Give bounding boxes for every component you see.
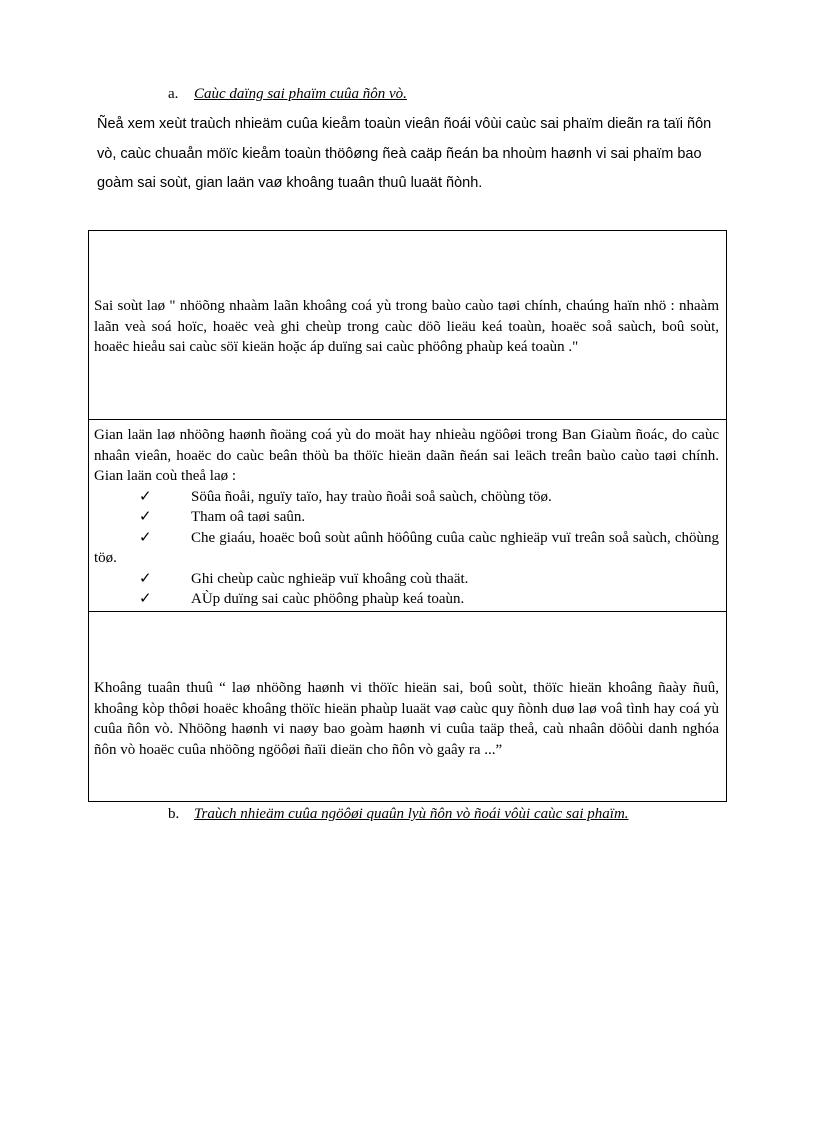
list-item [94, 507, 719, 528]
fraud-examples-list [94, 487, 719, 610]
error-definition-text: Sai soùt laø " nhöõng nhaàm laãn khoâng coá yù trong baùo caùo taøi chính, chaúng haïn nhö : nhaàm laãn veà soá hoïc, hoaëc veà ghi cheùp trong caùc döõ lieäu keá toaùn, hoaëc soå saùch, boû soùt, hoaëc hieåu sai caùc söï kieän hoặc áp duïng sai caùc phöông phaùp keá toaùn ." [94, 298, 719, 355]
section-b-title: Traùch nhieäm cuûa ngöôøi quaûn lyù ñôn vò ñoái vôùi caùc sai phaïm. [194, 806, 629, 822]
list-item-text: AÙp duïng sai caùc phöông phaùp keá toaùn. [191, 591, 465, 607]
section-a-marker: a. [168, 86, 179, 102]
error-definition-box [88, 230, 727, 420]
list-item-text: Tham oâ taøi saûn. [191, 509, 306, 525]
section-a-title: Caùc daïng sai phaïm cuûa ñôn vò. [194, 86, 407, 102]
check-icon: ✓ [139, 529, 152, 546]
section-b-marker: b. [168, 806, 180, 822]
list-item [94, 569, 719, 590]
list-item [94, 487, 719, 508]
section-a-heading [168, 85, 407, 103]
list-item-text: Söûa ñoåi, nguïy taïo, hay traùo ñoåi soå saùch, chöùng töø. [191, 488, 552, 505]
list-item-text: Che giaáu, hoaëc boû soùt aûnh höôûng cuûa caùc nghieäp vuï treân soå saùch, chöùng töø. [94, 529, 719, 566]
check-icon: ✓ [139, 591, 152, 607]
check-icon: ✓ [139, 570, 152, 587]
noncompliance-definition-box [88, 611, 727, 802]
list-item [94, 589, 719, 610]
list-item [94, 528, 719, 569]
check-icon: ✓ [139, 509, 152, 525]
intro-paragraph: Ñeå xem xeùt traùch nhieäm cuûa kieåm toaùn vieân ñoái vôùi caùc sai phaïm dieãn ra taïi ñôn vò, caùc chuaån möïc kieåm toaùn thöôøng ñeà caäp ñeán ba nhoùm haønh vi sai phaïm bao goàm sai soùt, gian laän vaø khoâng tuaân thuû luaät ñònh. [97, 116, 712, 191]
fraud-definition-text: Gian laän laø nhöõng haønh ñoäng coá yù do moät hay nhieàu ngöôøi trong Ban Giaùm ñoác, do caùc nhaân vieân, hoaëc do caùc beân thöù ba thöïc hieän daãn ñeán sai leäch treân baùo caùo taøi chính. Gian laän coù theå laø : [94, 427, 719, 484]
fraud-definition-box [88, 419, 727, 612]
noncompliance-definition-text: Khoâng tuaân thuû “ laø nhöõng haønh vi thöïc hieän sai, boû soùt, thöïc hieän khoâng ñaày ñuû, khoâng kòp thôøi hoaëc khoâng thöïc hieän phaùp luaät vaø caùc quy ñònh duø laø voâ tình hay coá yù cuûa ñôn vò. Nhöõng haønh vi naøy bao goàm haønh vi cuûa taäp theå, caù nhaân döôùi danh nghóa ñôn vò hoaëc cuûa nhöõng ngöôøi ñaïi dieän cho ñôn vò gaây ra ...” [94, 680, 719, 758]
fraud-definition-content [94, 425, 719, 610]
section-b-heading [168, 805, 629, 823]
list-item-text: Ghi cheùp caùc nghieäp vuï khoâng coù thaät. [191, 570, 469, 587]
check-icon: ✓ [139, 488, 152, 505]
